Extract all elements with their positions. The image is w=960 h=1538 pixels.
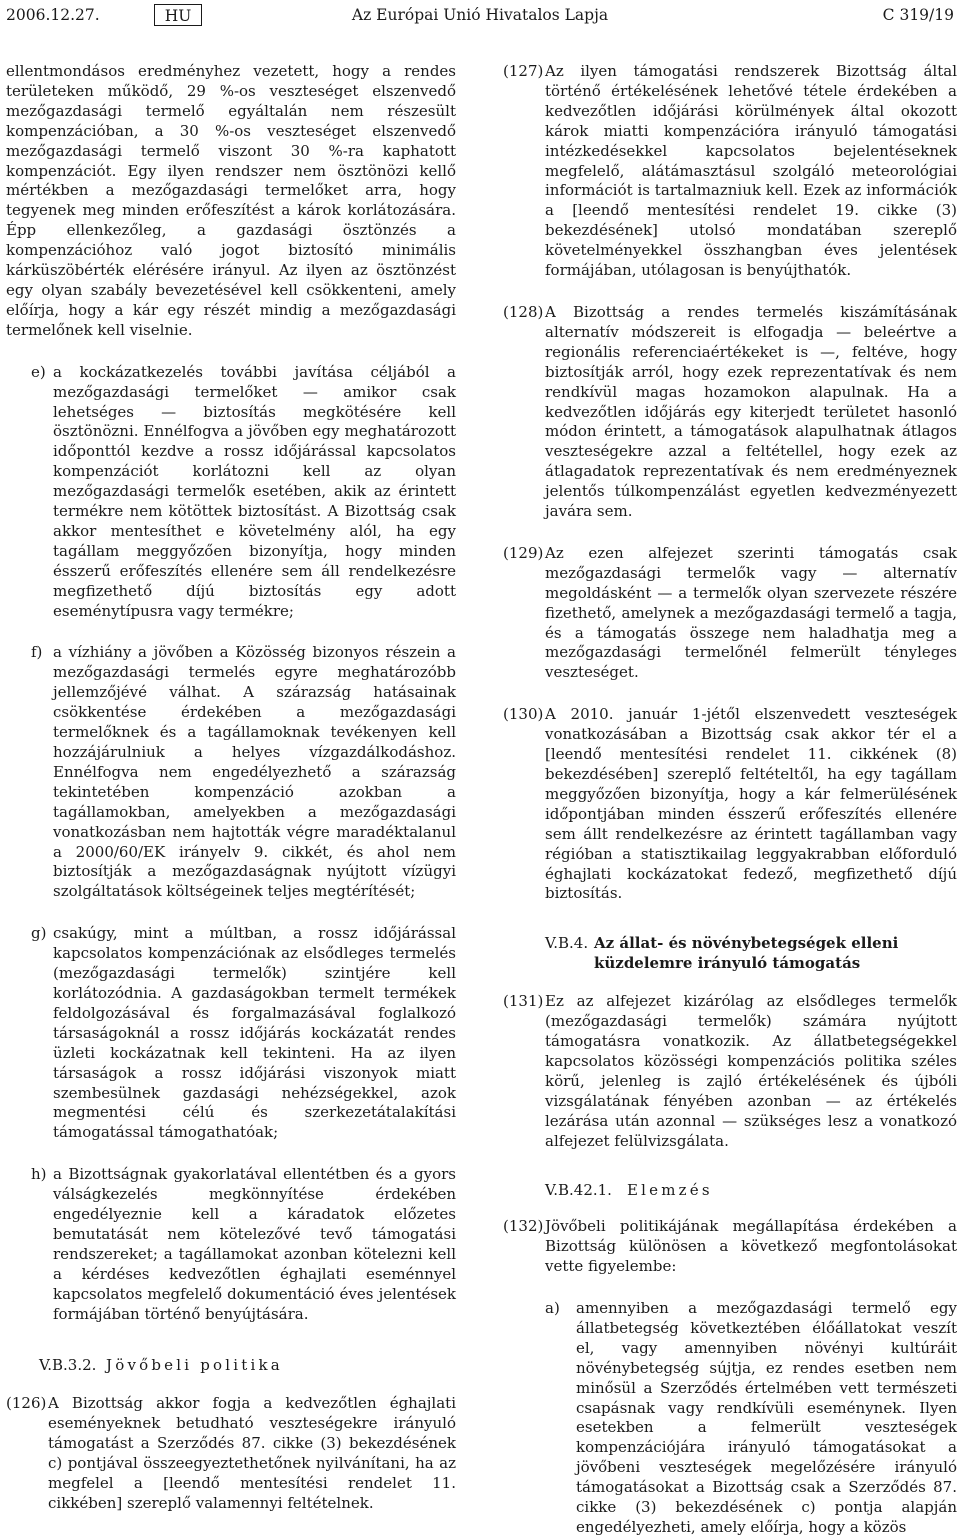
paragraph-text: A Bizottság akkor fogja a kedvezőtlen éghajlati eseményeknek betudható veszteségekre irányuló támogatást a Szerződés 87. cikke (3) bekezdésének c) pontjával összeegyeztethetőnek nyilvánítani, ha az megfelel a [leendő mentesítési rendelet 11. cikkében] szereplő valamennyi feltételnek. — [48, 1394, 456, 1512]
paragraph-126 — [6, 1394, 456, 1513]
subsection-number: V.B.42.1. — [545, 1181, 612, 1200]
paragraph-text: Ez az alfejezet kizárólag az elsődleges termelők (mezőgazdasági termelők) számára nyújtott támogatásra vonatkozik. Az állatbetegségekkel kapcsolatos közösségi kompenzációs politika széles körű, jelenleg is zajló értékelésének és újbóli vizsgálatának fényében azonban — az értékelés lezárása után azonnal — szükséges lesz a vonatkozó alfejezet felülvizsgálata. — [545, 992, 957, 1150]
paragraph-text: Az ezen alfejezet szerinti támogatás csak mezőgazdasági termelők vagy — alternatív megoldásként — a termelők olyan szervezete részére fizethető, amelynek a mezőgazdasági termelő a tagja, és a támogatás összege nem haladhatja meg a mezőgazdasági termelőnél felmerült tényleges veszteséget. — [545, 543, 957, 682]
point-e — [6, 363, 456, 622]
point-marker: a) — [545, 1299, 560, 1318]
paragraph-129 — [503, 544, 957, 683]
paragraph-number: (131) — [503, 992, 544, 1011]
point-marker: e) — [31, 362, 46, 381]
point-text: a vízhiány a jövőben a Közösség bizonyos részein a mezőgazdasági termelés egyre meghatározóbb jellemzőjévé válhat. A szárazság hatásainak csökkentése érdekében a mezőgazdasági termelőknek és a tagállamoknak tevékenyen kell hozzájárulniuk a helyes vízgazdálkodáshoz. Ennélfogva nem engedélyezhető a szárazság tekintetében kompenzáció azokban a tagállamokban, amelyekben a mezőgazdasági vonatkozásban nem hajtották végre maradéktalanul a 2000/60/EK irányelv 9. cikkét, és ahol nem biztosítják a mezőgazdaságnak nyújtott vízügyi szolgáltatások költségeinek teljes megtérítését; — [53, 643, 456, 901]
point-marker: f) — [31, 643, 43, 662]
paragraph-number: (130) — [503, 705, 544, 724]
point-h — [6, 1165, 456, 1324]
section-number: V.B.4. — [545, 934, 589, 953]
point-text: a kockázatkezelés további javítása céljából a mezőgazdasági termelőket — amikor csak lehetséges — biztosítás megkötésére kell ösztönözni. Ennélfogva a jövőben egy meghatározott időponttól kezdve a rossz időjárással kapcsolatos kompenzációt korlátozni kell az olyan mezőgazdasági termelők esetében, akik az érintett termékre nem kötöttek biztosítást. A Bizottság csak akkor mentesíthet e követelmény alól, ha egy tagállam meggyőzően bizonyítja, hogy minden ésszerű erőfeszítés ellenére sem áll rendelkezésre megfizethető díjú biztosítás egy adott eseménytípusra vagy termékre; — [53, 362, 456, 620]
subsection-title: Elemzés — [627, 1181, 713, 1200]
paragraph-number: (127) — [503, 62, 544, 80]
point-marker: h) — [31, 1165, 47, 1184]
section-heading-v-b-4 — [503, 934, 957, 974]
paragraph-text: A 2010. január 1-jétől elszenvedett veszteségek vonatkozásában a Bizottság csak akkor tér el a [leendő mentesítési rendelet 11. cikkének (8) bekezdésében] szereplő feltételtől, ha egy tagállam meggyőzően bizonyítja, hogy a kár felmerülésének időpontjában minden ésszerű erőfeszítés ellenére sem állt rendelkezésre az érintett tagállamban vagy régióban a statisztikailag leggyakrabban előforduló éghajlati kockázatokat fedező, megfizethető díjú biztosítás. — [545, 705, 957, 903]
point-text: a Bizottságnak gyakorlatával ellentétben és a gyors válságkezelés megkönnyítése érdekében engedélyeznie kell a káradatok előzetes bemutatását nem kötelezővé tevő támogatási rendszereket; a tagállamokat azonban kötelezni kell a kérdéses kedvezőtlen éghajlati eseménnyel kapcsolatos megfelelő dokumentáció éves jelentések formájában történő benyújtására. — [53, 1165, 456, 1323]
left-column — [6, 62, 456, 1514]
point-a — [503, 1299, 957, 1538]
point-g — [6, 924, 456, 1143]
paragraph-130 — [503, 705, 957, 904]
paragraph-131 — [503, 992, 957, 1151]
paragraph-127 — [503, 62, 957, 281]
paragraph-text: A Bizottság a rendes termelés kiszámításának alternatív módszereit is elfogadja — beleértve a regionális referenciaértékeket is —, feltéve, hogy biztosítják arról, hogy ezek reprezentatívak és nem rendkívül magas hozamokon alapulnak. Ha a kedvezőtlen időjárás egy kiterjedt területet hasonló módon érintett, a támogatások alapulhatnak átlagos veszteségekre azzal a feltétellel, hogy ezek az átlagadatok reprezentatívak és nem eredményeznek jelentős túlkompenzálást egyetlen kedvezményezett javára sem. — [545, 302, 957, 521]
section-title: Az állat- és növénybetegségek elleni küzdelemre irányuló támogatás — [594, 934, 899, 973]
point-text: csakúgy, mint a múltban, a rossz időjárással kapcsolatos kompenzációnak az elsődleges termelés (mezőgazdasági termelők) szintjére kell korlátozódnia. A gazdaságokban termelt termékek feldolgozásával és forgalmazásával foglalkozó társaságoknál a rossz időjárás kockázatát rendes üzleti kockázatnak kell tekinteni. Ha az ilyen társaságok a rossz időjárási viszonyok miatt szembesülnek gazdasági nehézségekkel, azok megmentési célú és szerkezetátalakítási támogatással támogathatóak; — [53, 924, 456, 1142]
paragraph-128 — [503, 303, 957, 522]
language-badge: HU — [154, 4, 202, 26]
paragraph-132 — [503, 1217, 957, 1277]
paragraph-number: (132) — [503, 1217, 544, 1236]
page-reference: C 319/19 — [882, 6, 954, 24]
section-number: V.B.3.2. — [39, 1356, 97, 1375]
point-text: amennyiben a mezőgazdasági termelő egy állatbetegség következtében élőállatokat veszít el, vagy amennyiben növényi kultúráit növénybetegség sújtja, ez rendes esetben nem minősül a Szerződés értelmében vett természeti csapásnak vagy rendkívüli eseménynek. Ilyen esetekben a felmerült veszteségek kompenzációjára irányuló támogatásokat a jövőbeni veszteségek megelőzésére irányuló támogatásokat a Bizottság csak a Szerződés 87. cikke (3) bekezdésének c) pontja alapján engedélyezheti, amely előírja, hogy a közös — [576, 1299, 957, 1536]
journal-title: Az Európai Unió Hivatalos Lapja — [351, 6, 609, 24]
paragraph-number: (126) — [6, 1394, 47, 1413]
intro-paragraph: ellentmondásos eredményhez vezetett, hogy a rendes területeken működő, 29 %-os veszteséget elszenvedő mezőgazdasági termelő egyáltalán nem részesült kompenzációban, a 30 %-os veszteséget elszenvedő mezőgazdasági termelő viszont 30 %-ra kaphatott kompenzációt. Egy ilyen rendszer nem ösztönözi kellő mértékben a mezőgazdasági termelőket arra, hogy tegyenek meg minden erőfeszítést a károk korlátozására. Épp ellenkezőleg, a gazdasági ösztönzés a kompenzációhoz való jogot biztosító minimális kárküszöbérték elérésére irányul. Az ilyen az ösztönzést egy olyan szabály bevezetésével kell csökkenteni, amely előírja, hogy a kár egy részét mindig a mezőgazdasági termelőnek kell viselnie. — [6, 62, 456, 339]
point-marker: g) — [31, 924, 47, 943]
section-heading-v-b-3-2 — [6, 1356, 456, 1376]
page-header — [6, 3, 954, 27]
paragraph-text: Az ilyen támogatási rendszerek Bizottság által történő értékelésének lehetővé tétele érdekében a kedvezőtlen időjárási körülmények által okozott károk miatti kompenzációra irányuló támogatási intézkedésekkel kapcsolatos bejelentéseknek megfelelő, alátámasztásul szolgáló meteorológiai információt is tartalmazniuk kell. Ezek az információk a [leendő mentesítési rendelet 19. cikke (3) bekezdésének] utolsó mondatában szereplő követelményekkel összhangban éves jelentések formájában, utólagosan is benyújthatók. — [545, 62, 957, 280]
section-title: Jövőbeli politika — [106, 1356, 283, 1375]
paragraph-number: (128) — [503, 302, 544, 321]
point-f — [6, 643, 456, 902]
subsection-heading-v-b-42-1 — [503, 1181, 957, 1201]
right-column — [503, 62, 957, 1538]
paragraph-number: (129) — [503, 543, 544, 562]
publication-date: 2006.12.27. — [6, 6, 100, 24]
paragraph-text: Jövőbeli politikájának megállapítása érdekében a Bizottság különösen a következő megfontolásokat vette figyelembe: — [545, 1217, 957, 1276]
